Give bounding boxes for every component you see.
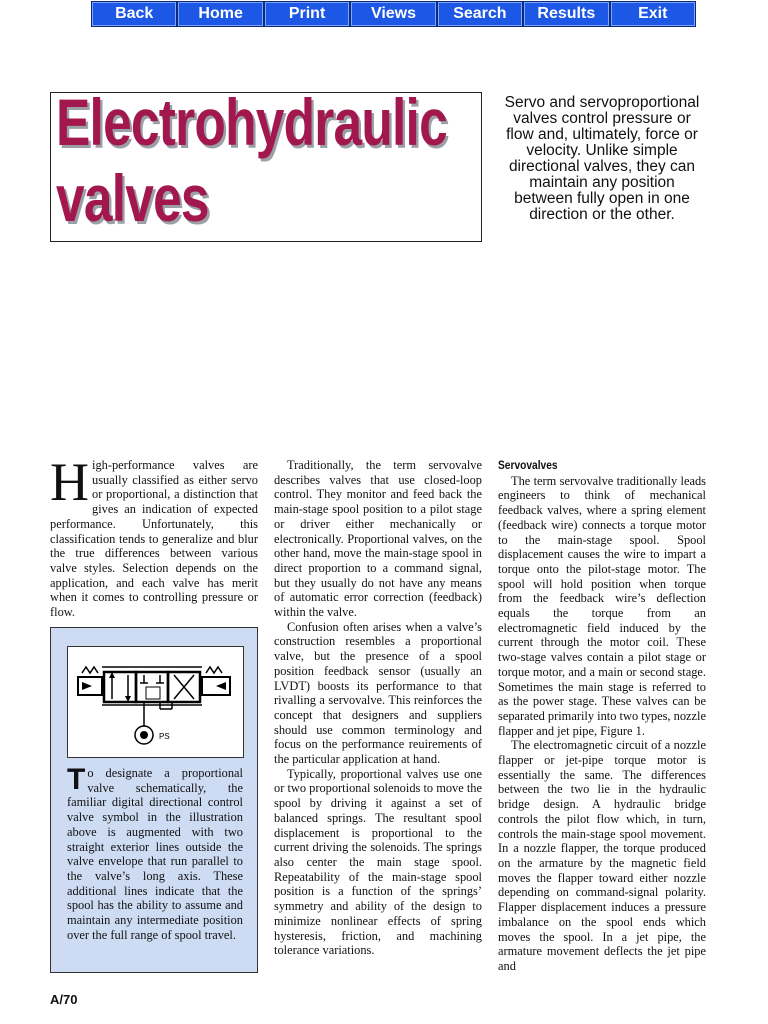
column-3 xyxy=(498,458,706,974)
paragraph: Confusion often arises when a valve’s construction resembles a proportional valve, but the presence of a spool position feedback sensor (usually an LVDT) boosts its performance to that rivalling a servovalve. This reinforces the concept that designers and suppliers should use common terminology and focus on the performance reuirements of the particular application at hand. xyxy=(274,619,482,767)
page-title-line-1: Electrohydraulic xyxy=(56,85,447,159)
paragraph: The term servovalve traditionally leads engineers to think of mechanical feedback valves, where a spring element (feedback wire) connects a torque motor to the main-stage spool. Spool displacement causes the wire to impart a torque onto the pilot-stage motor. The spool will hold position when torque from the feedback wire’s deflection equals the torque from an electromagnetic field induced by the current through the motor coil. These two-stage valves contain a pilot stage or torque motor, and a main or second stage. Sometimes the main stage is referred to as the power stage. These valves can be separated primarily into two types, nozzle flapper and jet pipe, Figure 1. xyxy=(498,473,706,738)
section-heading: Servovalves xyxy=(498,458,558,472)
valve-schematic-figure xyxy=(67,646,244,758)
drop-cap: H xyxy=(50,452,89,512)
views-button[interactable]: Views xyxy=(351,2,435,26)
home-button[interactable]: Home xyxy=(178,2,262,26)
valve-schematic-icon xyxy=(68,647,243,757)
title-box xyxy=(50,85,482,242)
sidebar-text xyxy=(67,763,243,942)
page-title-line-2: valves xyxy=(56,161,209,235)
column-1 xyxy=(50,452,258,620)
exit-button[interactable]: Exit xyxy=(611,2,695,26)
article-deck: Servo and servoproportional valves control pressure or flow and, ultimately, force or velocity. Unlike simple directional valves, they can maintain any position between fully open in one direction or the other. xyxy=(504,94,700,223)
print-button[interactable]: Print xyxy=(265,2,349,26)
top-navigation-bar xyxy=(91,1,696,27)
sidebar-drop-cap: T xyxy=(67,763,86,796)
page-number: A/70 xyxy=(50,992,78,1007)
sidebar-box xyxy=(50,627,258,973)
search-button[interactable]: Search xyxy=(438,2,522,26)
column-2 xyxy=(274,458,482,958)
paragraph: Typically, proportional valves use one or two proportional solenoids to move the spool by driving it against a set of balanced springs. The resultant spool displacement is proportional to the current driving the solenoids. The springs also center the main stage spool. Repeatability of the main-stage spool position is a function of the springs’ symmetry and ability of the design to minimize nonlinear effects of spring hysteresis, friction, and machining tolerance variations. xyxy=(274,766,482,958)
results-button[interactable]: Results xyxy=(524,2,608,26)
pressure-source-label: PS xyxy=(159,732,170,741)
sidebar-paragraph: o designate a proportional valve schematically, the familiar digital directional control valve symbol in the illustration above is augmented with two straight exterior lines outside the valve envelope that run parallel to the valve’s long axis. These additional lines indicate that the spool has the ability to assume and maintain any intermediate position over the full range of spool travel. xyxy=(67,766,243,942)
paragraph: The electromagnetic circuit of a nozzle flapper or jet-pipe torque motor is essentially the same. The differences between the two lie in the hydraulic bridge design. A hydraulic bridge controls the pilot flow which, in turn, controls the main-stage spool movement. In a nozzle flapper, the torque produced on the armature by the magnetic field moves the flapper toward either nozzle depending on command-signal polarity. Flapper displacement induces a pressure imbalance on the spool ends which moves the spool. In a jet pipe, the armature movement deflects the jet pipe and xyxy=(498,738,706,973)
paragraph: Traditionally, the term servovalve describes valves that use closed-loop control. They monitor and feed back the main-stage spool position to a pilot stage or driver either mechanically or electronically. Proportional valves, on the other hand, move the main-stage spool in direct proportion to a command signal, but they usually do not have any means of automatic error correction (feedback) within the valve. xyxy=(274,458,482,620)
intro-paragraph: igh-performance valves are usually classified as either servo or proportional, a distinction that gives an indication of expected performance. Unfortunately, this classification tends to generalize and blur the true differences between various valve styles. Selection depends on the application, and each valve has merit when it comes to controlling pressure or flow. xyxy=(50,458,258,620)
back-button[interactable]: Back xyxy=(92,2,176,26)
